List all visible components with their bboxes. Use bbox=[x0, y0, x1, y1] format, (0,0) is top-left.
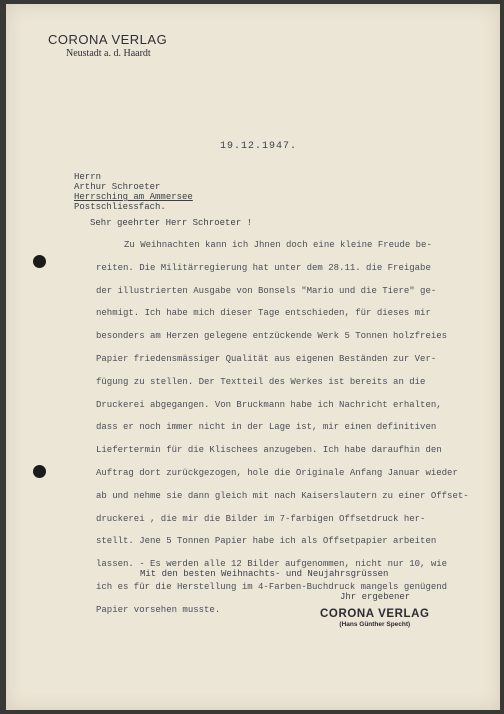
body-line: der illustrierten Ausgabe von Bonsels "Mario und die Tiere" ge- bbox=[96, 285, 437, 296]
letterhead bbox=[48, 32, 167, 59]
body-line: besonders am Herzen gelegene entzückende Werk 5 Tonnen holzfreies bbox=[96, 331, 448, 342]
letter-page bbox=[6, 4, 500, 710]
salutation: Sehr geehrter Herr Schroeter ! bbox=[90, 218, 253, 228]
body-line: reiten. Die Militärregierung hat unter dem 28.11. die Freigabe bbox=[96, 262, 431, 273]
body-line: Auftrag dort zurückgezogen, hole die Originale Anfang Januar wieder bbox=[96, 467, 458, 478]
address-line: Postschliessfach. bbox=[74, 202, 166, 212]
body-line: druckerei , die mir die Bilder im 7-farbigen Offsetdruck her- bbox=[96, 513, 426, 524]
body-line: nehmigt. Ich habe mich dieser Tage entschieden, für dieses mir bbox=[96, 308, 431, 319]
body-line: ab und nehme sie dann gleich mit nach Kaiserslautern zu einer Offset- bbox=[96, 490, 469, 501]
recipient-address bbox=[74, 172, 193, 212]
company-stamp bbox=[320, 608, 430, 628]
stamp-person: (Hans Günther Specht) bbox=[339, 621, 411, 628]
address-line: Arthur Schroeter bbox=[74, 182, 161, 192]
punch-hole-top bbox=[33, 255, 46, 268]
body-line: Druckerei abgegangen. Von Bruckmann habe ich Nachricht erhalten, bbox=[96, 399, 442, 410]
body-line: Papier friedensmässiger Qualität aus eigenen Beständen zur Ver- bbox=[96, 353, 437, 364]
letter-body bbox=[96, 234, 469, 622]
closing: Mit den besten Weihnachts- und Neujahrsgrüssen bbox=[140, 569, 389, 579]
body-line: Liefertermin für die Klischees anzugeben. Ich habe daraufhin den bbox=[96, 445, 442, 456]
body-line: ich es für die Herstellung im 4-Farben-Buchdruck mangels genügend bbox=[96, 581, 448, 592]
punch-hole-bottom bbox=[33, 465, 46, 478]
body-line: Zu Weihnachten kann ich Jhnen doch eine kleine Freude be- bbox=[124, 240, 432, 250]
stamp-company: CORONA VERLAG bbox=[320, 608, 430, 620]
address-line: Herrn bbox=[74, 172, 102, 182]
body-line: fügung zu stellen. Der Textteil des Werkes ist bereits an die bbox=[96, 376, 426, 387]
body-line: lassen. - Es werden alle 12 Bilder aufgenommen, nicht nur 10, wie bbox=[96, 559, 448, 570]
signoff: Jhr ergebener bbox=[340, 592, 411, 602]
letterhead-company: CORONA VERLAG bbox=[48, 32, 168, 47]
body-line: Papier vorsehen musste. bbox=[96, 604, 221, 615]
letterhead-city: Neustadt a. d. Haardt bbox=[66, 48, 151, 59]
address-line: Herrsching am Ammersee bbox=[74, 192, 193, 202]
body-line: dass er noch immer nicht in der Lage ist, mir einen definitiven bbox=[96, 422, 437, 433]
letter-date: 19.12.1947. bbox=[220, 141, 298, 152]
body-line: stellt. Jene 5 Tonnen Papier habe ich als Offsetpapier arbeiten bbox=[96, 536, 437, 547]
